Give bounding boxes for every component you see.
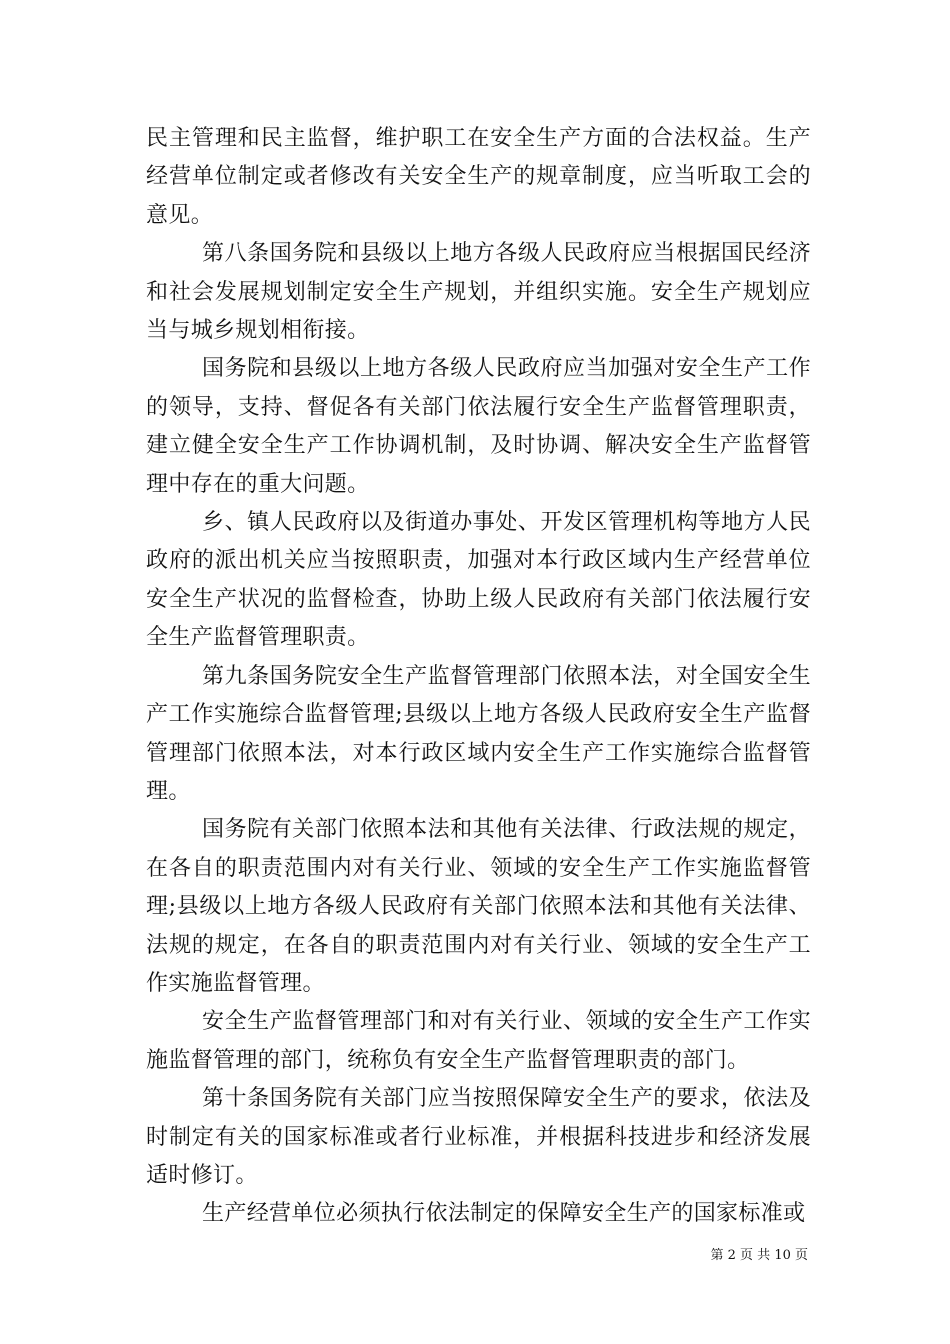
text-line: 经营单位制定或者修改有关安全生产的规章制度，应当听取工会的 xyxy=(146,164,811,190)
paragraph xyxy=(146,350,811,504)
text-line: 乡、镇人民政府以及街道办事处、开发区管理机构等地方人民 xyxy=(202,510,811,536)
text-line: 施监督管理的部门，统称负有安全生产监督管理职责的部门。 xyxy=(146,1047,750,1073)
paragraph xyxy=(146,120,811,235)
text-line: 民主管理和民主监督，维护职工在安全生产方面的合法权益。生产 xyxy=(146,126,811,151)
text-line: 适时修订。 xyxy=(146,1162,258,1188)
text-line: 在各自的职责范围内对有关行业、领域的安全生产工作实施监督管 xyxy=(146,855,811,881)
text-line: 理;县级以上地方各级人民政府有关部门依照本法和其他有关法律、 xyxy=(146,894,811,920)
paragraph xyxy=(146,235,811,350)
text-line: 国务院和县级以上地方各级人民政府应当加强对安全生产工作 xyxy=(202,356,811,382)
text-line: 全生产监督管理职责。 xyxy=(146,625,370,651)
paragraph xyxy=(146,504,811,658)
text-line: 安全生产监督管理部门和对有关行业、领域的安全生产工作实 xyxy=(202,1009,811,1035)
paragraph xyxy=(146,1080,811,1195)
text-line: 法规的规定，在各自的职责范围内对有关行业、领域的安全生产工 xyxy=(146,932,811,958)
paragraph xyxy=(146,811,811,1003)
text-line: 生产经营单位必须执行依法制定的保障安全生产的国家标准或 xyxy=(202,1201,806,1227)
paragraph xyxy=(146,658,811,812)
text-line: 安全生产状况的监督检查，协助上级人民政府有关部门依法履行安 xyxy=(146,586,811,612)
text-line: 国务院有关部门依照本法和其他有关法律、行政法规的规定， xyxy=(202,817,811,843)
text-line: 当与城乡规划相衔接。 xyxy=(146,318,370,344)
text-line: 第九条国务院安全生产监督管理部门依照本法，对全国安全生 xyxy=(202,663,811,689)
text-line: 政府的派出机关应当按照职责，加强对本行政区域内生产经营单位 xyxy=(146,548,811,574)
text-line: 理中存在的重大问题。 xyxy=(146,471,370,497)
text-line: 和社会发展规划制定安全生产规划，并组织实施。安全生产规划应 xyxy=(146,279,811,305)
text-line: 产工作实施综合监督管理;县级以上地方各级人民政府安全生产监督 xyxy=(146,702,811,728)
text-line: 第八条国务院和县级以上地方各级人民政府应当根据国民经济 xyxy=(202,241,811,267)
text-line: 理。 xyxy=(146,778,191,804)
document-body xyxy=(146,120,811,1234)
text-line: 意见。 xyxy=(146,202,214,228)
text-line: 建立健全安全生产工作协调机制，及时协调、解决安全生产监督管 xyxy=(146,433,811,459)
text-line: 作实施监督管理。 xyxy=(146,970,325,996)
paragraph xyxy=(146,1195,811,1233)
page-number-footer: 第 2 页 共 10 页 xyxy=(710,1248,808,1263)
text-line: 管理部门依照本法，对本行政区域内安全生产工作实施综合监督管 xyxy=(146,740,811,766)
paragraph xyxy=(146,1003,811,1080)
text-line: 时制定有关的国家标准或者行业标准，并根据科技进步和经济发展 xyxy=(146,1124,811,1150)
text-line: 的领导，支持、督促各有关部门依法履行安全生产监督管理职责， xyxy=(146,394,811,420)
text-line: 第十条国务院有关部门应当按照保障安全生产的要求，依法及 xyxy=(202,1086,811,1112)
